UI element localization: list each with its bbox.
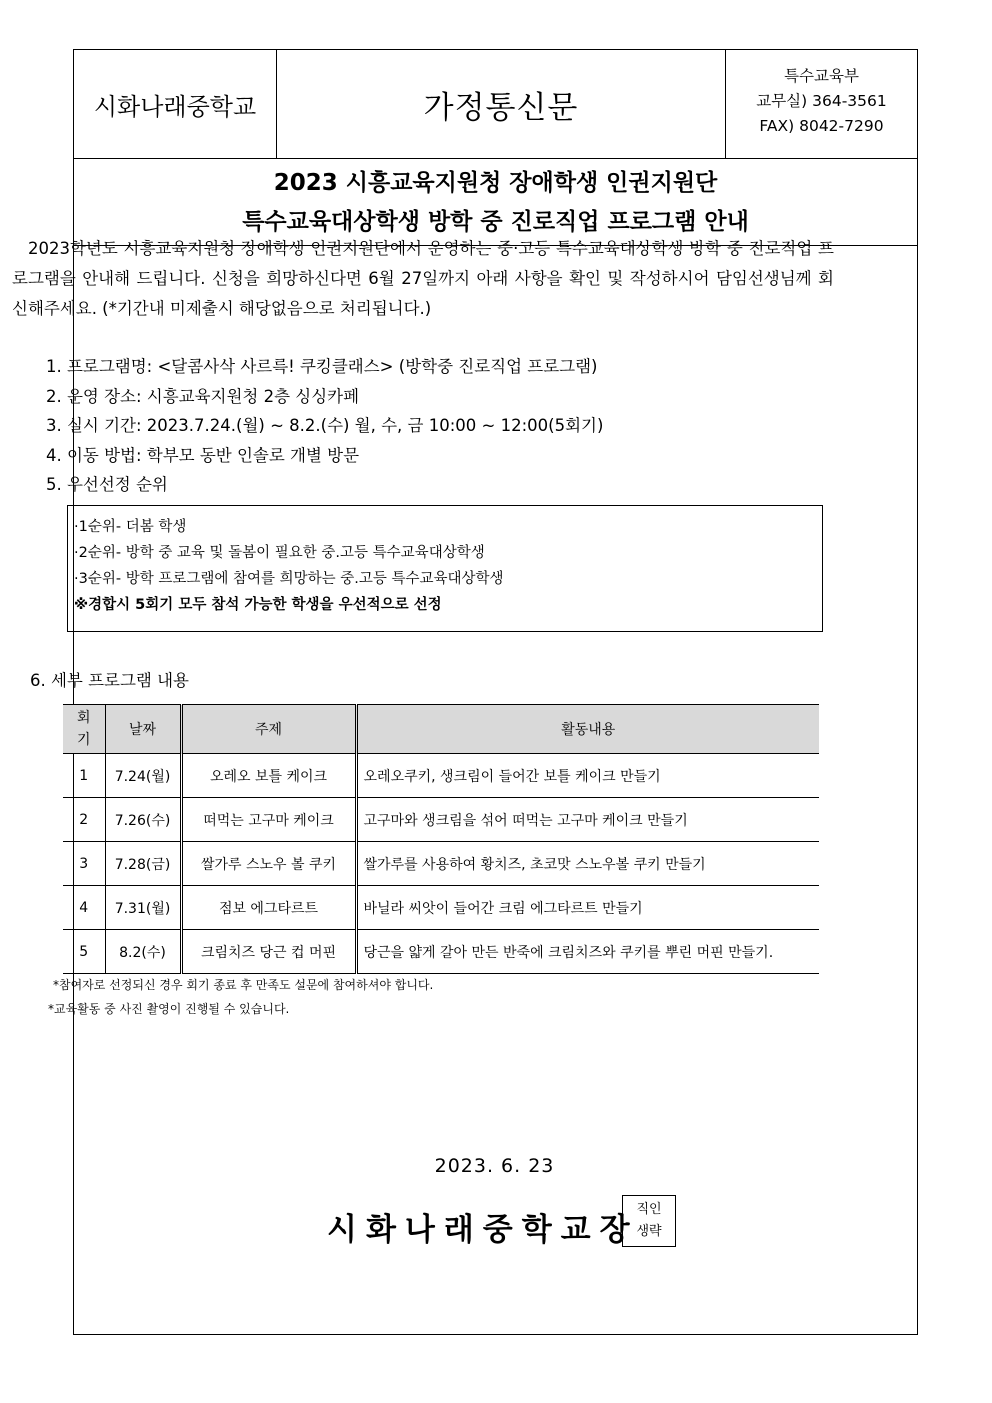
list-item-program-name: 1. 프로그램명: <달콤사삭 사르륵! 쿠킹클래스> (방학중 진로직업 프로그램) — [46, 357, 598, 376]
cell-session: 3 — [63, 842, 105, 886]
col-date: 날짜 — [105, 705, 181, 754]
notice-title-line1: 2023 시흥교육지원청 장애학생 인권지원단 — [273, 170, 718, 196]
note-survey: *참여자로 선정되신 경우 회기 종료 후 만족도 설문에 참여하셔야 합니다. — [53, 978, 434, 992]
info-list — [46, 352, 603, 500]
cell-date: 8.2(수) — [105, 930, 181, 974]
list-item-location: 2. 운영 장소: 시흥교육지원청 2층 싱싱카페 — [46, 386, 360, 406]
notice-title — [74, 159, 917, 246]
department: 특수교육부 — [784, 67, 859, 85]
priority-2: ·2순위- 방학 중 교육 및 돌봄이 필요한 중.고등 특수교육대상학생 — [74, 545, 485, 561]
table-row — [63, 754, 819, 798]
note-photo: *교육활동 중 사진 촬영이 진행될 수 있습니다. — [48, 1002, 290, 1016]
cell-date: 7.28(금) — [105, 842, 181, 886]
table-row — [63, 930, 819, 974]
cell-date: 7.26(수) — [105, 798, 181, 842]
stamp-line2: 생략 — [636, 1224, 662, 1239]
cell-activity: 오레오쿠키, 생크림이 들어간 보틀 케이크 만들기 — [356, 754, 819, 798]
intro-text: 2023학년도 시흥교육지원청 장애학생 인권지원단에서 운영하는 중·고등 특수교육대상학생 방학 중 진로직업 프로그램을 안내해 드립니다. 신청을 희망하신다면 6월 27일까지 아래 사항을 확인 및 작성하시어 담임선생님께 회신해주세요. (*기간내 미제출시 해당없음으로 처리됩니다.) — [12, 239, 834, 318]
cell-session: 1 — [63, 754, 105, 798]
list-item-priority: 5. 우선선정 순위 — [46, 475, 168, 494]
table-row — [63, 886, 819, 930]
cell-topic: 쌀가루 스노우 볼 쿠키 — [181, 842, 356, 886]
table-row — [63, 798, 819, 842]
col-topic: 주제 — [181, 705, 356, 754]
notice-title-line2: 특수교육대상학생 방학 중 진로직업 프로그램 안내 — [242, 209, 749, 235]
program-table — [63, 704, 819, 974]
cell-activity: 쌀가루를 사용하여 황치즈, 초코맛 스노우볼 쿠키 만들기 — [356, 842, 819, 886]
intro-paragraph — [12, 234, 834, 324]
section-6-heading: 6. 세부 프로그램 내용 — [30, 671, 189, 690]
cell-topic: 크림치즈 당근 컵 머핀 — [181, 930, 356, 974]
cell-date: 7.31(월) — [105, 886, 181, 930]
priority-box — [67, 505, 823, 632]
table-row — [63, 842, 819, 886]
priority-3: ·3순위- 방학 프로그램에 참여를 희망하는 중.고등 특수교육대상학생 — [74, 571, 504, 587]
cell-activity: 고구마와 생크림을 섞어 떠먹는 고구마 케이크 만들기 — [356, 798, 819, 842]
document-title: 가정통신문 — [277, 50, 726, 158]
list-item-period: 3. 실시 기간: 2023.7.24.(월) ~ 8.2.(수) 월, 수, 금 10:00 ~ 12:00(5회기) — [46, 416, 604, 435]
cell-topic: 떠먹는 고구마 케이크 — [181, 798, 356, 842]
cell-date: 7.24(월) — [105, 754, 181, 798]
col-activity: 활동내용 — [356, 705, 819, 754]
cell-topic: 점보 에그타르트 — [181, 886, 356, 930]
cell-session: 4 — [63, 886, 105, 930]
stamp-line1: 직인 — [636, 1202, 662, 1217]
list-item-transport: 4. 이동 방법: 학부모 동반 인솔로 개별 방문 — [46, 445, 360, 465]
office-phone: 교무실) 364-3561 — [756, 92, 887, 110]
school-name: 시화나래중학교 — [74, 50, 277, 158]
issue-date: 2023. 6. 23 — [434, 1155, 555, 1177]
principal-name: 시화나래중학교장 — [327, 1212, 639, 1248]
contact-info — [726, 64, 917, 139]
priority-note: ※경합시 5회기 모두 참석 가능한 학생을 우선적으로 선정 — [74, 597, 442, 613]
col-session: 회 기 — [63, 705, 105, 754]
cell-activity: 바닐라 씨앗이 들어간 크림 에그타르트 만들기 — [356, 886, 819, 930]
table-header-row — [63, 705, 819, 754]
priority-1: ·1순위- 더봄 학생 — [74, 519, 187, 535]
cell-activity: 당근을 얇게 갈아 만든 반죽에 크림치즈와 쿠키를 뿌린 머핀 만들기. — [356, 930, 819, 974]
cell-topic: 오레오 보틀 케이크 — [181, 754, 356, 798]
cell-session: 2 — [63, 798, 105, 842]
fax-number: FAX) 8042-7290 — [759, 117, 884, 135]
cell-session: 5 — [63, 930, 105, 974]
header-row — [74, 50, 917, 159]
